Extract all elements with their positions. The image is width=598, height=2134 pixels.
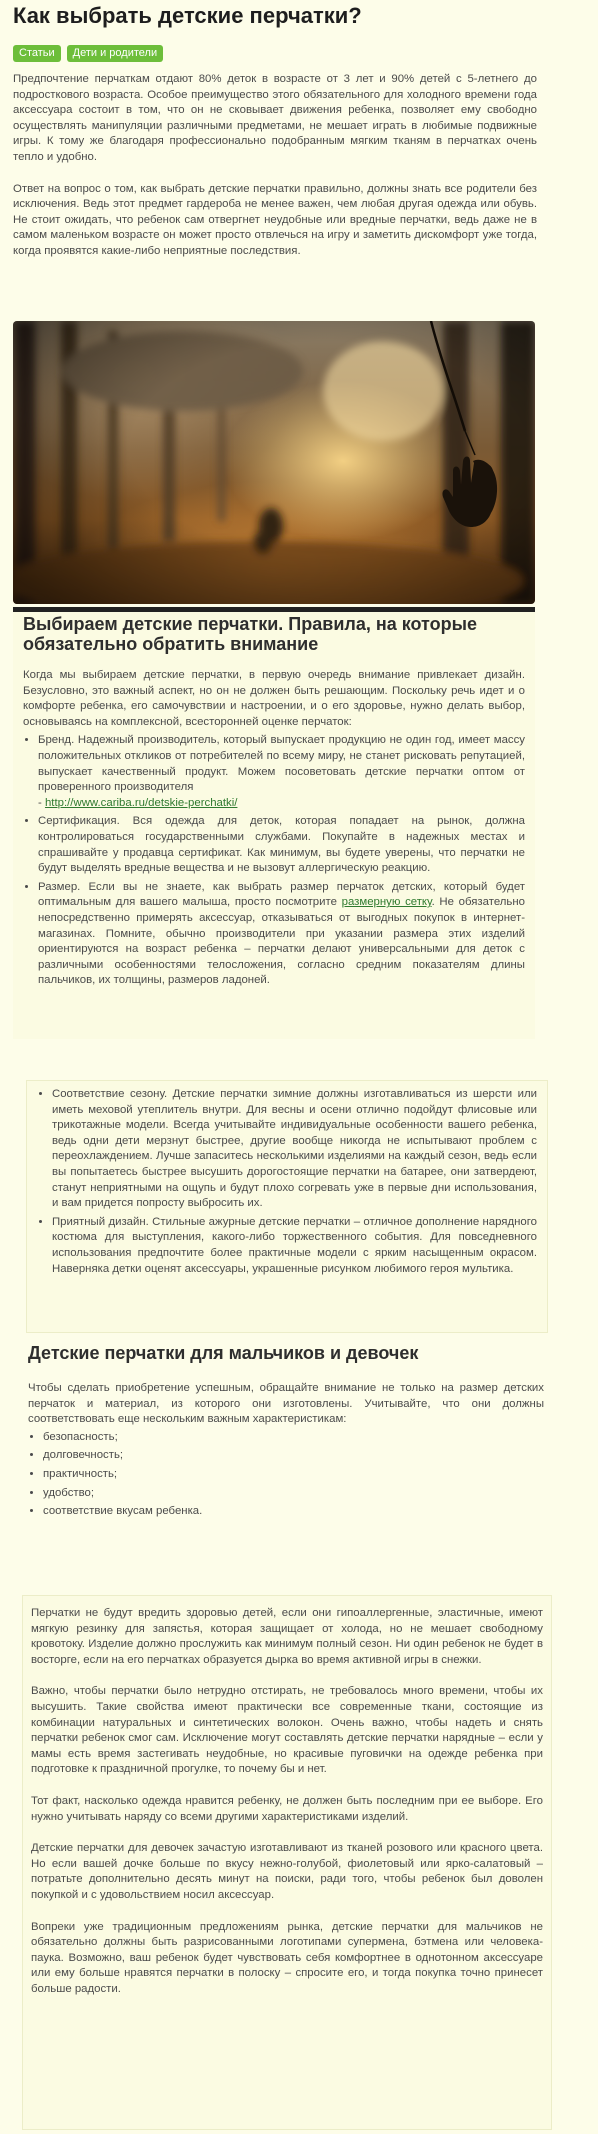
rules-lead: Когда мы выбираем детские перчатки, в первую очередь внимание привлекает дизайн. Безусловно, это важный аспект, но он не должен быть решающим. Поскольку речь идет и о комфорте ребенка, его самочувствии и настроении, и о его здоровье, нужно делать выбор, основываясь на комплексной, всесторонней оценке перчаток: — [23, 669, 525, 728]
rule-brand — [38, 733, 525, 811]
rules-list — [23, 733, 525, 989]
intro-paragraph-1: Предпочтение перчаткам отдают 80% деток в возрасте от 3 лет и 90% детей с 5-летнего до подросткового возраста. Особое преимущество этого обязательного для холодного времени года аксессуара состоит в том, что он не сковывает движения ребенка, позволяет ему свободно осуществлять манипуляции различными предметами, не мешает играть в любимые подвижные игры. К тому же благодаря профессионально подобранным мягким тканям в перчатках очень тепло и удобно. — [13, 73, 537, 163]
details-paragraph: Перчатки не будут вредить здоровью детей, если они гипоаллергенные, эластичные, имеют мягкую резинку для запястья, которая защищает от холода, но не мешает свободному кровотоку. Изделие должно прослужить как минимум полный сезон. Ни один ребенок не будет в восторге, если на его перчатках образуется дырка во время активной игры в снежки. — [31, 1607, 543, 1666]
characteristics-list — [28, 1430, 544, 1520]
tag-articles[interactable]: Статьи — [13, 45, 61, 62]
rule-size-text-b: . Не обязательно непосредственно примерять аксессуар, отказываться от выгодных покупок в интернет-магазинах. Помните, обычно производители при указании размера этих изделий ориентируются на возраст ребенка – перчатки делают универсальными для деток с различными особенностями телосложения, согласно средним показателям длины пальчиков, их толщины, размеров ладоней. — [38, 896, 525, 987]
characteristic-item: • удобство; — [43, 1486, 544, 1502]
page-title: Как выбрать детские перчатки? — [13, 3, 362, 28]
rule-season: • Соответствие сезону. Детские перчатки зимние должны изготавливаться из шерсти или иметь меховой утеплитель внутри. Для весны и осени отлично подойдут флисовые или трикотажные модели. Всегда учитывайте индивидуальные особенности вашего ребенка, ведь одни дети мерзнут быстрее, другие вообще никогда не испытывают проблем с переохлаждением. Лучше запаситесь несколькими изделиями на каждый сезон, ведь если вы попытаетесь быстрее высушить дорогостоящие перчатки на батарее, они затвердеют, станут неприятными на ощупь и будут плохо согревать уже в первые дни использования, и вам придется попросту выбросить их. — [52, 1087, 537, 1212]
section-heading-boys-girls: Детские перчатки для мальчиков и девочек — [28, 1343, 419, 1363]
rule-size — [38, 880, 525, 989]
size-chart-link[interactable]: размерную сетку — [341, 896, 432, 909]
characteristic-item: • безопасность; — [43, 1430, 544, 1446]
characteristic-item: • долговечность; — [43, 1448, 544, 1464]
details-paragraph: Детские перчатки для девочек зачастую изготавливают из тканей розового или красного цвета. Но если вашей дочке больше по вкусу нежно-голубой, фиолетовый или ярко-салатовый – потратьте дополнительно десять минут на поиски, ради того, чтобы ребенок был доволен покупкой и с удовольствием носил аксессуар. — [31, 1842, 543, 1901]
tag-children-parents[interactable]: Дети и родители — [67, 45, 163, 62]
rule-size-text-a: Размер. Если вы не знаете, как выбрать размер перчаток детских, который будет оптимальным для вашего малыша, просто посмотрите — [38, 880, 525, 909]
rules-section — [13, 607, 535, 1039]
details-paragraph: Вопреки уже традиционным предложениям рынка, детские перчатки для мальчиков не обязательно должны быть разрисованными логотипами супермена, бэтмена или человека-паука. Возможно, ваш ребенок будет чувствовать себя комфортнее в однотонном аксессуаре или ему больше нравятся перчатки в полоску – спросите его, и тогда покупка точно принесет больше радости. — [31, 1920, 543, 1995]
rule-certification: • Сертификация. Вся одежда для деток, которая попадает на рынок, должна контролироваться государственными службами. Покупайте в надежных местах и спрашивайте у продавца сертификат. Как минимум, вы будете уверены, что перчатки не будут выделять вредные вещества и не вызовут аллергическую реакцию. — [38, 814, 525, 876]
rule-brand-text: Бренд. Надежный производитель, который выпускает продукцию не один год, имеет массу положительных откликов от потребителей по всему миру, не станет рисковать репутацией, выпускает качественный продукт. Можем посоветовать детские перчатки оптом от проверенного производителя — [38, 734, 525, 794]
rules-list-continued — [37, 1087, 537, 1277]
boys-girls-lead: Чтобы сделать приобретение успешным, обращайте внимание не только на размер детских перчаток и материал, из которого они изготовлены. Учитывайте, что они должны соответствовать еще нескольким важным характеристикам: — [28, 1382, 544, 1426]
intro-paragraph-2: Ответ на вопрос о том, как выбрать детские перчатки правильно, должны знать все родители без исключения. Ведь этот предмет гардероба не менее важен, чем любая другая одежда или обувь. Не стоит ожидать, что ребенок сам отвергнет неудобные или вредные перчатки, ведь даже не в самом маленьком возрасте он может просто отвлечься на игру и заметить дискомфорт уже тогда, когда проявятся какие-либо неприятные последствия. — [13, 182, 537, 257]
details-section — [22, 1595, 552, 2130]
details-paragraph: Важно, чтобы перчатки было нетрудно отстирать, не требовалось много времени, чтобы их высушить. Такие свойства имеют практически все современные ткани, состоящие из комбинации натуральных и синтетических волокон. Очень важно, чтобы надеть и снять перчатки ребенок смог сам. Исключение могут составлять детские перчатки нарядные – если у мамы есть время застегивать неудобные, но красивые пуговички на одежде ребенка при подготовке к праздничной прогулке, то почему бы и нет. — [31, 1685, 543, 1776]
details-paragraph: Тот факт, насколько одежда нравится ребенку, не должен быть последним при ее выборе. Его нужно учитывать наряду со всеми другими характеристиками изделий. — [31, 1794, 543, 1823]
tag-list — [13, 45, 163, 62]
autumn-glove-photo — [13, 321, 535, 604]
photo-art — [13, 321, 535, 604]
brand-dash: - — [38, 796, 45, 809]
intro — [13, 72, 537, 260]
characteristic-item: • практичность; — [43, 1467, 544, 1483]
rules-continued — [26, 1080, 548, 1333]
section-heading-rules: Выбираем детские перчатки. Правила, на которые обязательно обратить внимание — [23, 614, 477, 654]
rule-design: • Приятный дизайн. Стильные ажурные детские перчатки – отличное дополнение нарядного костюма для выступления, какого-либо торжественного события. Для повседневного использования предпочтите более практичные модели с ярким насыщенным окрасом. Наверняка детки оценят аксессуары, украшенные рисунком любимого героя мультика. — [52, 1215, 537, 1277]
cariba-link[interactable]: http://www.cariba.ru/detskie-perchatki/ — [44, 796, 238, 809]
boys-girls-section — [28, 1342, 544, 1523]
characteristic-item: • соответствие вкусам ребенка. — [43, 1504, 544, 1520]
